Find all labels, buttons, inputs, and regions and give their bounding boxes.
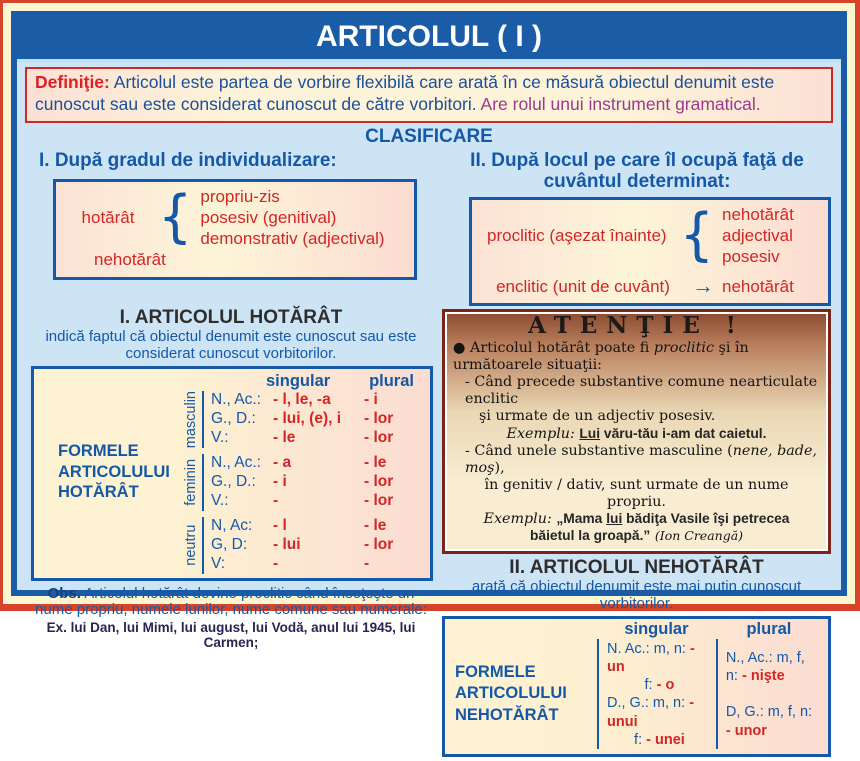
singular-value: - [273, 491, 279, 509]
article-value: - unor [725, 722, 767, 739]
definition-box [25, 67, 833, 123]
singular-value: - lui [273, 535, 301, 553]
atentie-line [453, 443, 820, 477]
singular-value: - l [273, 516, 287, 534]
nehotarat-column [437, 308, 833, 757]
atentie-line: - Când precede substantive comune nearticulate enclitic [465, 374, 818, 408]
proclitic-row [482, 201, 818, 268]
singular-rows [597, 639, 716, 749]
example-author: (Ion Creangă) [654, 528, 744, 544]
atentie-example [453, 426, 820, 443]
table-row [211, 410, 426, 429]
brace-icon: { [679, 201, 714, 268]
plural-value: - [364, 554, 370, 572]
hotarat-forms-table [31, 366, 433, 581]
group-rows [202, 391, 426, 448]
singular-value: - l, le, -a [273, 390, 331, 408]
obs-line [25, 586, 437, 603]
clasificare-heading: CLASIFICARE [365, 125, 493, 147]
table-row [211, 454, 426, 473]
enclitic-label: enclitic (unit de cuvânt) [496, 276, 670, 296]
case-label: D, G.: m, f, n: [725, 704, 813, 721]
outer-band [3, 3, 855, 748]
singular-value: - le [273, 428, 296, 446]
plural-rows [716, 639, 822, 749]
atentie-heading: ATENŢIE ! [528, 312, 745, 340]
singular-value: - lui, (e), i [273, 409, 342, 427]
case-label: N., Ac.: [211, 390, 261, 408]
example-text: bădiţa Vasile îşi petrecea [622, 511, 790, 527]
plural-value: - le [364, 516, 387, 534]
table-row [211, 492, 426, 511]
gender-label: feminin [183, 459, 199, 506]
classification-section [25, 149, 833, 307]
case-label: G., D.: [211, 473, 256, 491]
plural-value: - lor [364, 491, 394, 509]
obs-label: Obs. [47, 584, 81, 602]
label-line: ARTICOLULUI [58, 462, 170, 481]
article-value: - unei [646, 731, 685, 748]
proclitic-types-list [722, 204, 818, 268]
definition-note: Are rolul unui instrument gramatical. [480, 93, 761, 114]
plural-header: plural [369, 371, 414, 390]
atentie-italic: nene, bade, moş [465, 442, 817, 476]
case-label: G, D: [211, 535, 248, 553]
hotarat-column [25, 308, 437, 757]
example-text: văru-tău i-am dat caietul. [600, 425, 767, 441]
label-line: ARTICOLULUI [455, 684, 567, 703]
hotarat-forms-grid [184, 371, 426, 574]
classification-right-heading: II. După locul pe care îl ocupă faţă de cuvântul determinat: [470, 149, 804, 192]
example-label: Exemplu: [483, 511, 552, 528]
observation-note [25, 586, 437, 651]
singular-value: - i [273, 473, 287, 491]
table-row [607, 640, 712, 676]
article-value: - unui [607, 695, 695, 730]
plural-value: - lor [364, 473, 394, 491]
nehotarat-subtitle: arată că obiectul denumit este mai puţin cunoscut vorbitorilor. [471, 578, 802, 613]
singular-value: - [273, 554, 279, 572]
case-label: f: [644, 677, 657, 694]
case-label: N., Ac.: m, f, n: [725, 650, 805, 685]
article-value: - un [607, 641, 695, 676]
hotarat-label: hotărât [81, 207, 135, 227]
plural-header: plural [746, 620, 792, 639]
arrow-right-icon: → [692, 273, 714, 299]
table-row [607, 694, 712, 730]
example-text: „Mama [556, 511, 607, 527]
plural-value: - le [364, 454, 387, 472]
classification-left-heading: I. După gradul de individualizare: [39, 149, 337, 171]
case-label: V.: [211, 428, 229, 446]
case-label: f: [634, 731, 647, 748]
atentie-line [453, 340, 820, 374]
table-row [211, 391, 426, 410]
bullet-icon: ● [453, 339, 466, 356]
list-item: propriu-zis [200, 186, 280, 206]
page-title: ARTICOLUL ( I ) [17, 17, 841, 62]
atentie-italic: proclitic [653, 339, 714, 356]
table-row [211, 473, 426, 492]
example-underlined: Lui [579, 425, 601, 441]
atentie-text: Articolul hotărât poate fi [465, 339, 654, 356]
gender-label: neutru [183, 524, 199, 566]
main-panel [11, 11, 847, 748]
table-row [607, 731, 712, 749]
case-label: V.: [211, 491, 229, 509]
brace-icon: { [158, 183, 193, 250]
hotarat-brace-row [66, 183, 404, 250]
enclitic-value: nehotărât [722, 276, 794, 296]
list-item: posesiv [722, 247, 780, 267]
nehotarat-forms-label [451, 639, 597, 749]
plural-value: - lor [364, 535, 394, 553]
label-line: FORMELE [455, 662, 536, 681]
classification-right-column [437, 149, 833, 307]
article-value: - nişte [741, 668, 785, 685]
gender-group-masculin [184, 391, 426, 448]
hotarat-types-list [200, 186, 384, 250]
case-label: D., G.: m, n: [607, 695, 690, 712]
nehotarat-label: nehotărât [94, 250, 166, 270]
atentie-text: - Când unele substantive masculine ( [465, 442, 733, 459]
classification-right-box [469, 197, 831, 307]
atentie-line: şi urmate de un adjectiv posesiv. [479, 408, 716, 425]
nehotarat-forms-table [442, 616, 831, 757]
definition-text: Articolul este partea de vorbire flexibilă care arată în ce măsură obiectul denumit este cunoscut sau este considerat cunoscut de către vorbitori. [35, 72, 775, 114]
definition-label: Definiţie: [35, 72, 110, 92]
label-line: NEHOTĂRÂT [455, 705, 559, 724]
list-item: adjectival [722, 225, 793, 245]
table-row [211, 536, 426, 555]
table-row [211, 517, 426, 536]
plural-value: - lor [364, 428, 394, 446]
case-label: N, Ac: [211, 516, 253, 534]
atentie-box [442, 309, 831, 553]
singular-value: - a [273, 454, 292, 472]
proclitic-label: proclitic (aşezat înainte) [487, 225, 667, 245]
hotarat-heading: I. ARTICOLUL HOTĂRÂT [119, 307, 343, 329]
classification-left-box [53, 179, 417, 280]
table-row [726, 649, 818, 685]
details-section [25, 308, 833, 757]
singular-header: singular [266, 371, 331, 390]
list-item: posesiv (genitival) [200, 207, 337, 227]
example-underlined: lui [606, 511, 623, 527]
atentie-text: şi în următoarele situaţii: [453, 339, 749, 373]
case-label: N. Ac.: m, n: [607, 641, 690, 658]
case-label: N., Ac.: [211, 454, 261, 472]
case-label: V: [211, 554, 226, 572]
atentie-line: în genitiv / dativ, sunt urmate de un nume propriu. [484, 476, 789, 511]
spacer-cell [451, 620, 597, 639]
nehotarat-heading: II. ARTICOLUL NEHOTĂRÂT [509, 556, 764, 578]
obs-line: nume propriu, numele lunilor, nume comune sau numerale: [35, 601, 427, 619]
gender-group-neutru [184, 517, 426, 574]
table-row [211, 555, 426, 574]
plural-value: - lor [364, 409, 394, 427]
obs-example: Ex. lui Dan, lui Mimi, lui august, lui Vodă, anul lui 1945, lui Carmen; [46, 620, 416, 651]
article-value: - o [656, 677, 675, 694]
group-rows [202, 454, 426, 511]
column-headers [184, 372, 426, 390]
group-rows [202, 517, 426, 574]
list-item: nehotărât [722, 204, 794, 224]
gender-group-feminin [184, 454, 426, 511]
label-line: HOTĂRÂT [58, 483, 139, 502]
table-row [211, 429, 426, 448]
classification-left-column [25, 149, 437, 307]
atentie-example [453, 511, 820, 528]
plural-value: - i [364, 390, 378, 408]
obs-text: Articolul hotărât devine proclitic când însoţeşte un [80, 584, 415, 602]
singular-header: singular [624, 620, 689, 639]
example-text: băietul la groapă.” [529, 528, 651, 544]
hotarat-forms-label [36, 371, 184, 574]
example-label: Exemplu: [506, 425, 575, 442]
atentie-example [453, 528, 820, 545]
hotarat-subtitle: indică faptul că obiectul denumit este cunoscut sau este considerat cunoscut vorbitorilor. [45, 328, 417, 362]
enclitic-row [482, 275, 818, 297]
atentie-text: ), [494, 459, 505, 476]
table-row [607, 676, 712, 694]
case-label: G., D.: [211, 409, 256, 427]
content-area [17, 62, 841, 761]
label-line: FORMELE [58, 442, 139, 461]
table-row [726, 703, 818, 739]
gender-label: masculin [183, 390, 199, 449]
list-item: demonstrativ (adjectival) [200, 229, 385, 249]
